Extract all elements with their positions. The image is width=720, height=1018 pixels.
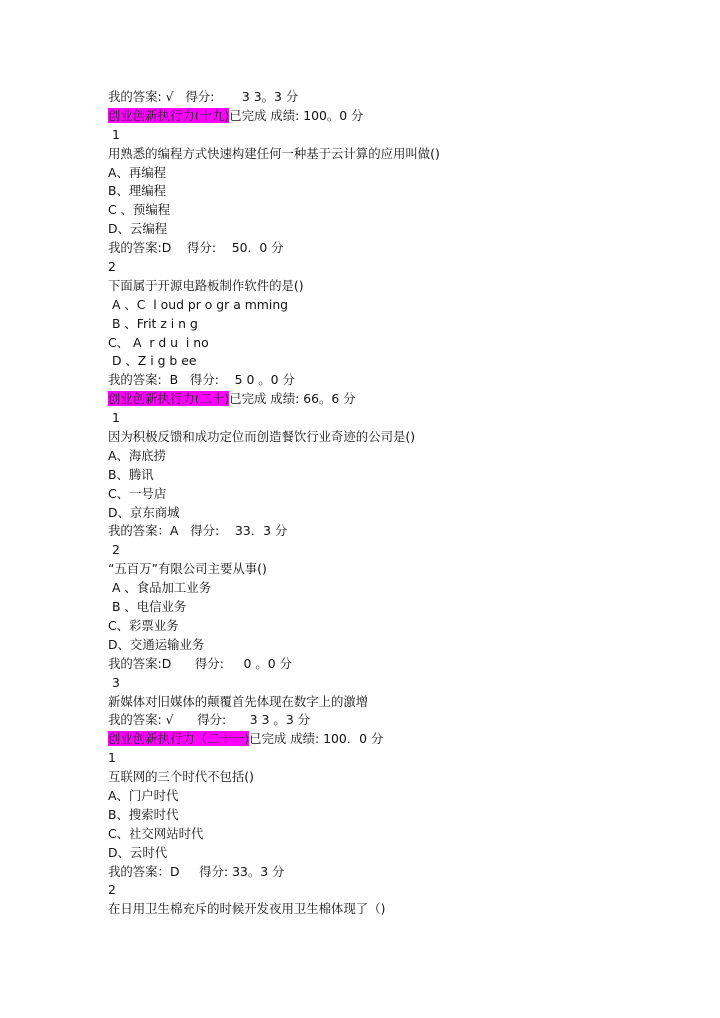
section-header-line [108, 107, 668, 126]
section-header-line [108, 390, 668, 409]
question-line: 在日用卫生棉充斥的时候开发夜用卫生棉体现了（) [108, 901, 386, 917]
option-line: A、再编程 [108, 164, 167, 180]
number-line: 1 [108, 750, 116, 766]
number-line: 2 [108, 259, 116, 275]
answer-line: 我的答案:D 得分: 0 。0 分 [108, 655, 292, 671]
question-line: 用熟悉的编程方式快速构建任何一种基于云计算的应用叫做() [108, 145, 440, 161]
option-line: A 、食品加工业务 [108, 580, 212, 596]
option-line: A 、C l oud pr o gr a mming [108, 296, 289, 312]
option-line: A、海底捞 [108, 447, 167, 463]
option-line: B 、Frit z i n g [108, 315, 198, 331]
number-line: 2 [108, 882, 116, 898]
question-line: “五百万”有限公司主要从事() [108, 561, 267, 577]
option-line: B、腾讯 [108, 466, 154, 482]
highlighted-section-title: 创业创新执行力(十九) [108, 107, 230, 123]
question-line: 下面属于开源电路板制作软件的是() [108, 277, 304, 293]
option-line: C、一号店 [108, 485, 167, 501]
option-line: D、云时代 [108, 844, 168, 860]
option-line: C、 A r d u i no [108, 334, 209, 350]
number-line: 2 [108, 542, 120, 558]
section-status-text: 已完成 成绩: 100．0 分 [249, 731, 384, 747]
option-line: D 、Z i g b ee [108, 353, 197, 369]
number-line: 1 [108, 126, 120, 142]
number-line: 1 [108, 410, 120, 426]
option-line: B、搜索时代 [108, 806, 179, 822]
option-line: D、京东商城 [108, 504, 180, 520]
answer-line: 我的答案：D 得分: 33。3 分 [108, 863, 285, 879]
option-line: D、云编程 [108, 221, 168, 237]
answer-line: 我的答案:D 得分: 50. 0 分 [108, 240, 284, 256]
option-line: D、交通运输业务 [108, 636, 205, 652]
highlighted-section-title: 创业创新执行力（二十一) [108, 731, 250, 747]
answer-line: 我的答案: √ 得分: 3 3 。3 分 [108, 712, 311, 728]
option-line: B 、电信业务 [108, 599, 187, 615]
option-line: B、理编程 [108, 183, 167, 199]
section-header-line [108, 730, 668, 749]
number-line: 3 [108, 674, 120, 690]
answer-line: 我的答案: B 得分: 5 0 。0 分 [108, 372, 295, 388]
section-status-text: 已完成 成绩: 66。6 分 [229, 391, 356, 407]
question-line: 新媒体对旧媒体的颠覆首先体现在数字上的激增 [108, 693, 369, 709]
section-status-text: 已完成 成绩: 100。0 分 [229, 107, 364, 123]
document-content [108, 88, 668, 919]
option-line: C、社交网站时代 [108, 825, 204, 841]
question-line: 因为积极反馈和成功定位而创造餐饮行业奇迹的公司是() [108, 429, 416, 445]
option-line: C 、预编程 [108, 202, 171, 218]
answer-line: 我的答案：A 得分: 33．3 分 [108, 523, 288, 539]
answer-line: 我的答案: √ 得分: 3 3。3 分 [108, 89, 299, 104]
option-line: A、门户时代 [108, 787, 179, 803]
highlighted-section-title: 创业创新执行力(二十) [108, 391, 230, 407]
option-line: C、彩票业务 [108, 617, 179, 633]
question-line: 互联网的三个时代不包括() [108, 769, 254, 785]
